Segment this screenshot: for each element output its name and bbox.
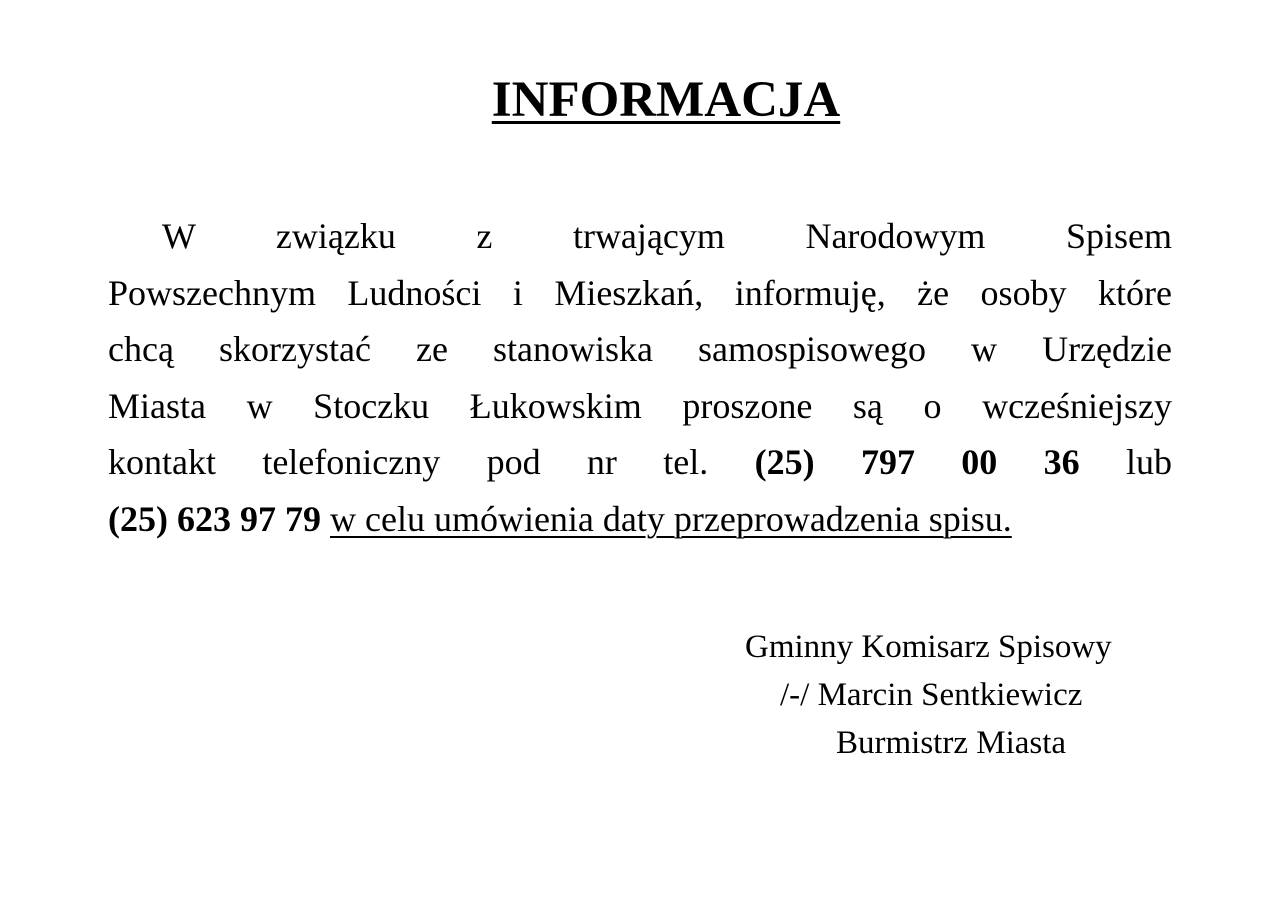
announcement-body [108,208,1172,547]
signature-name: /-/ Marcin Sentkiewicz [780,677,1083,713]
body-line-5-text: kontakt telefoniczny pod nr tel. [108,442,709,482]
phone-number-2: (25) 623 97 79 [108,498,321,539]
body-line-1 [108,208,1172,265]
body-line-5 [108,434,1172,491]
body-line-3: chcą skorzystać ze stanowiska samospisowego w Urzędzie [108,329,1172,369]
body-line-1-text: W związku z trwającym Narodowym Spisem [162,216,1172,256]
body-line-2: Powszechnym Ludności i Mieszkań, informuję, że osoby które [108,272,1172,313]
body-line-4: Miasta w Stoczku Łukowskim proszone są o wcześniejszy [108,385,1172,426]
title-text: INFORMACJA [491,72,841,128]
phone-number-1: (25) 797 00 36 [754,442,1080,482]
signature-office: Burmistrz Miasta [836,725,1067,761]
closing-text: w celu umówienia daty przeprowadzenia spisu. [329,498,1012,539]
signature-role: Gminny Komisarz Spisowy [745,629,1112,665]
body-line-6 [108,491,1172,548]
document-title [0,70,1280,130]
body-line-5-tail: lub [1126,442,1173,482]
